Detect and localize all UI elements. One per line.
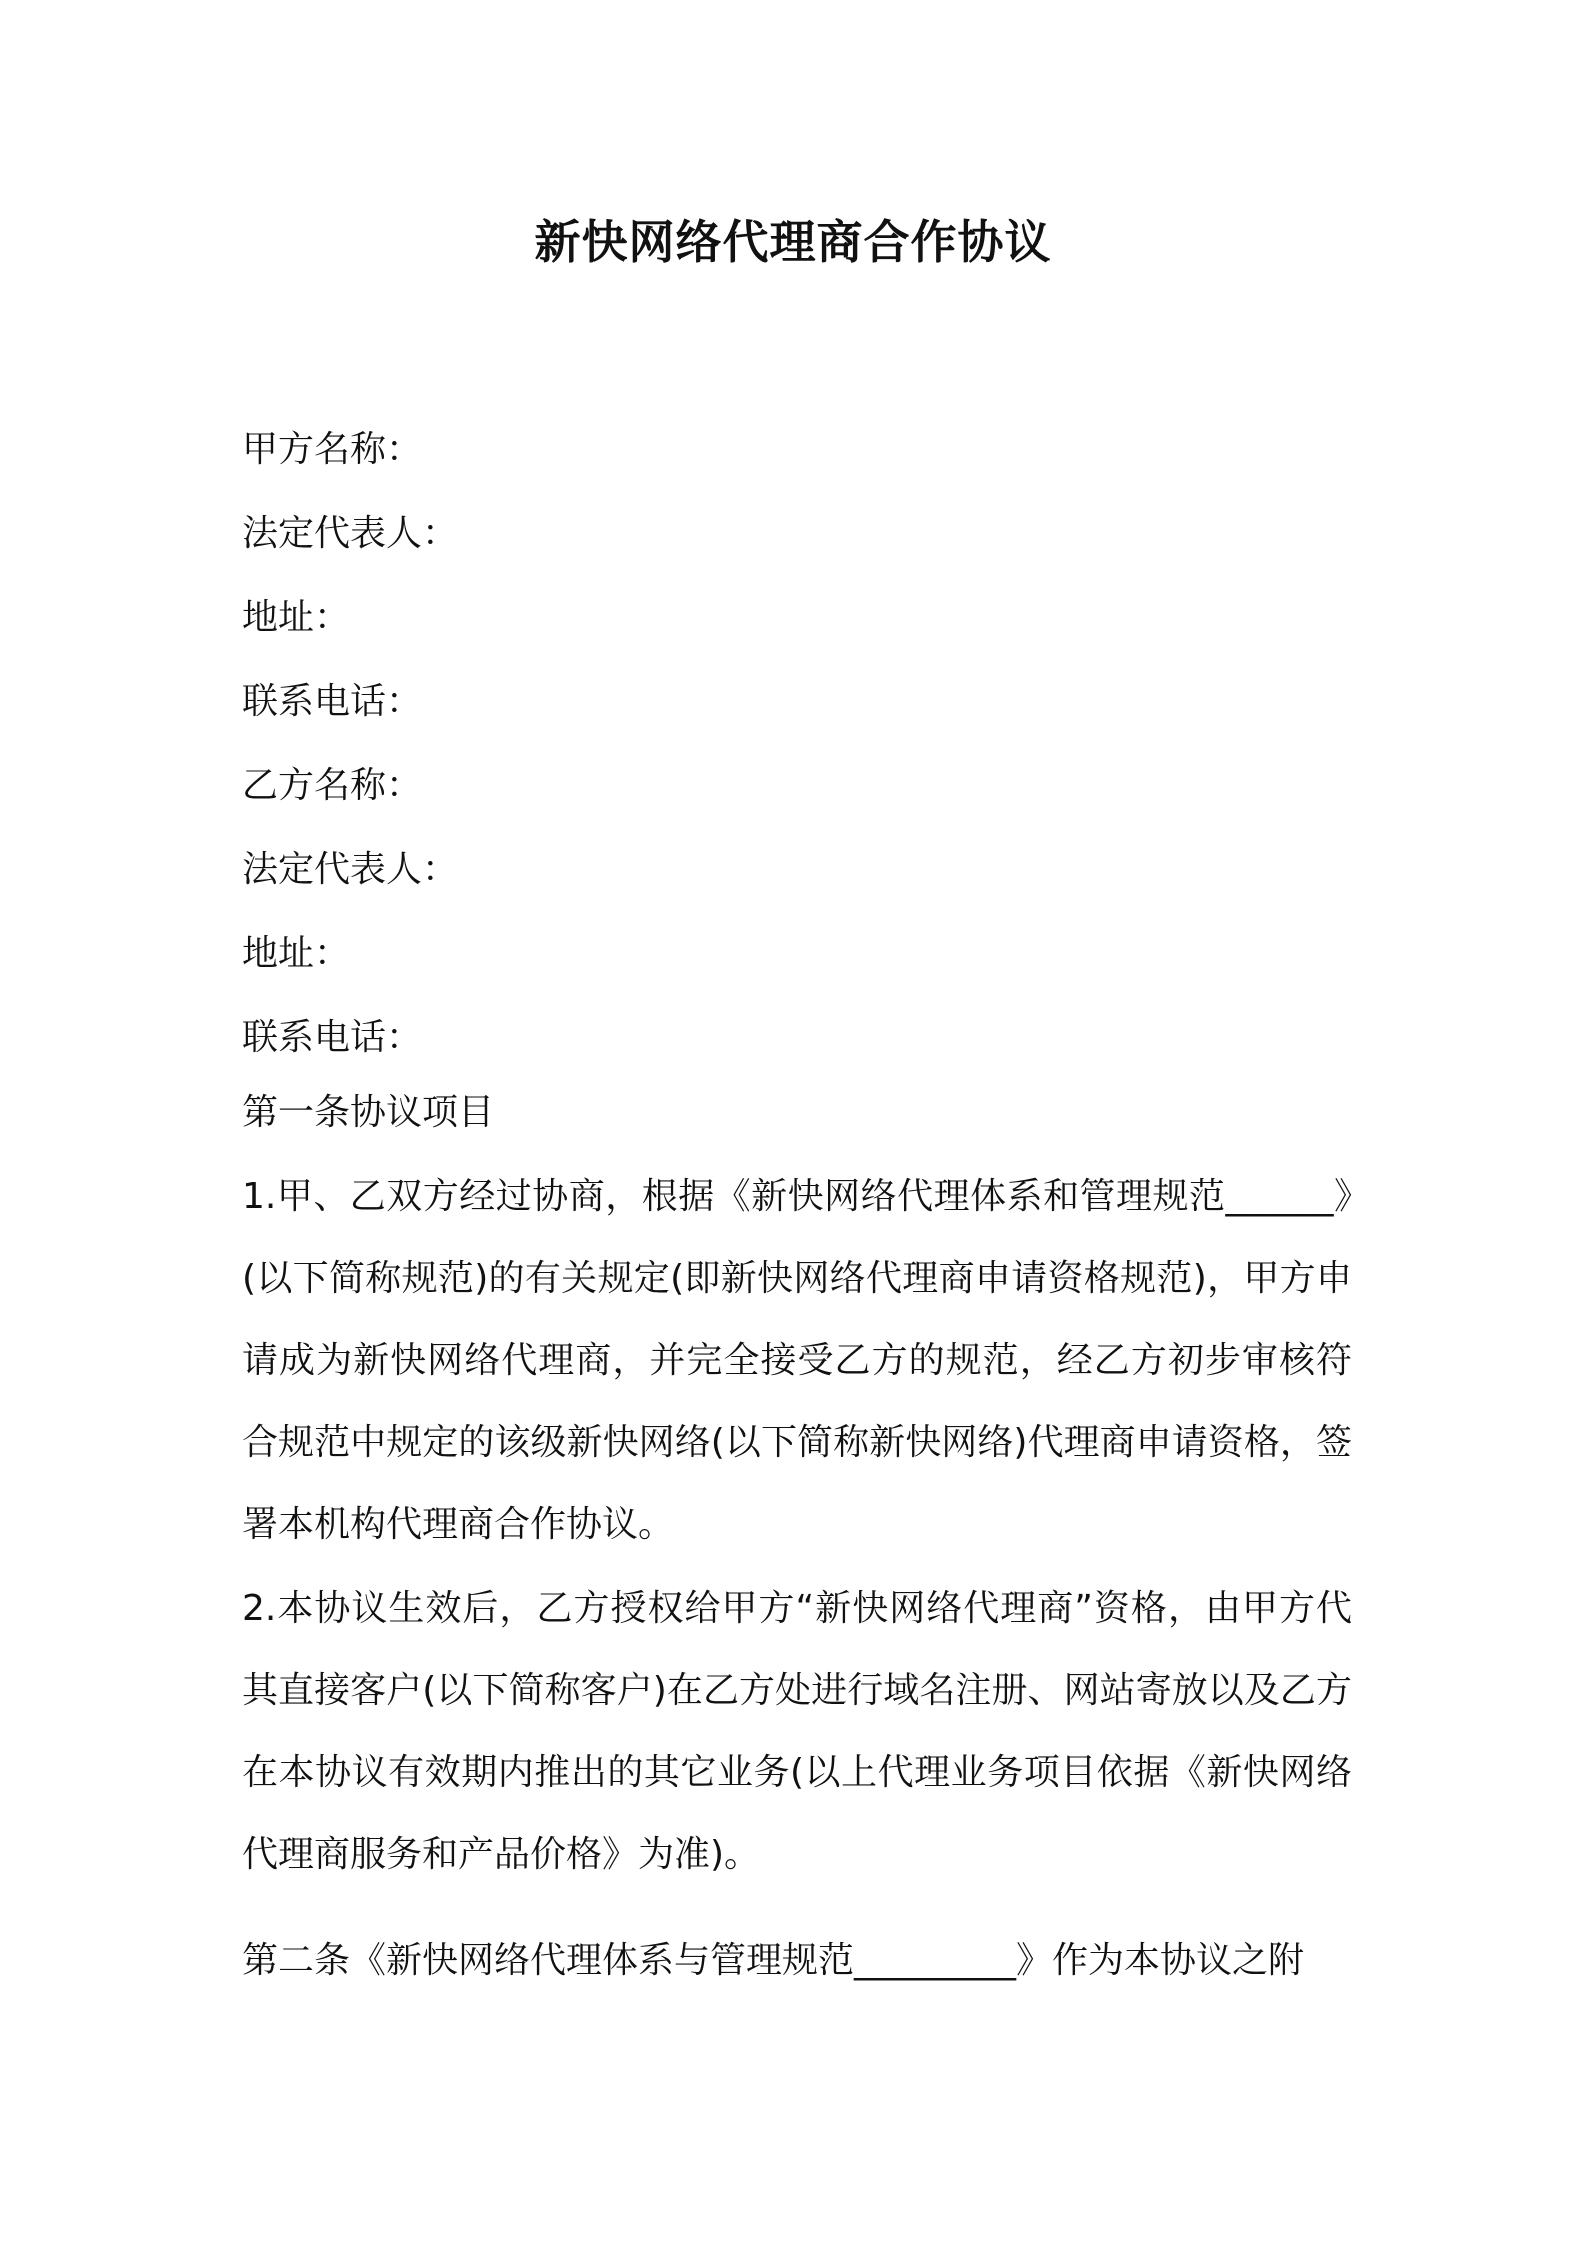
article2-paragraph: 第二条《新快网络代理体系与管理规范_________》作为本协议之附: [242, 1940, 1305, 1981]
party-a-legal-rep-field: 法定代表人：: [242, 513, 459, 554]
party-b-phone-field: 联系电话：: [242, 1017, 423, 1058]
article1-paragraph1: 1.甲、乙双方经过协商，根据《新快网络代理体系和管理规范______》(以下简称规范)的有关规定(即新快网络代理商申请资格规范)，甲方申请成为新快网络代理商，并完全接受乙方的规范，经乙方初步审核符合规范中规定的该级新快网络(以下简称新快网络)代理商申请资格，签署本机构代理商合作协议。: [242, 1176, 1352, 1545]
party-b-name-field: 乙方名称：: [242, 765, 423, 806]
party-a-address-field: 地址：: [242, 597, 351, 638]
party-info-list: [242, 408, 1362, 1080]
party-a-phone-field: 联系电话：: [242, 681, 423, 722]
party-a-name-field: 甲方名称：: [242, 429, 423, 470]
party-b-legal-rep-field: 法定代表人：: [242, 849, 459, 890]
article1-paragraph2: 2.本协议生效后，乙方授权给甲方“新快网络代理商”资格，由甲方代其直接客户(以下简称客户)在乙方处进行域名注册、网站寄放以及乙方在本协议有效期内推出的其它业务(以上代理业务项目依据《新快网络代理商服务和产品价格》为准)。: [242, 1588, 1352, 1875]
party-b-address-field: 地址：: [242, 933, 351, 974]
document-title: 新快网络代理商合作协议: [534, 215, 1052, 269]
article1-heading: 第一条协议项目: [242, 1092, 495, 1133]
